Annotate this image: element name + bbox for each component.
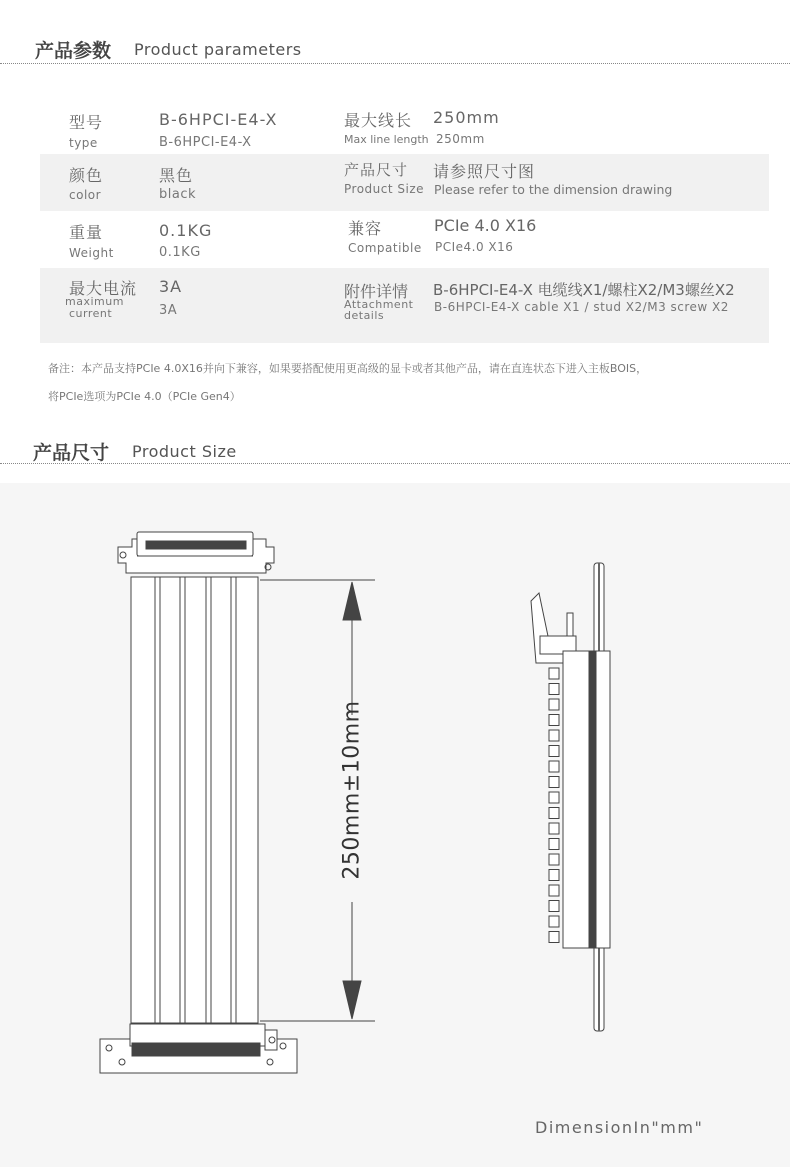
size-value-zh: 请参照尺寸图 (433, 162, 536, 181)
rib (549, 746, 559, 757)
side-view-riser-cable (531, 563, 610, 1031)
front-view-riser-cable (100, 532, 297, 1073)
length-value-en: 250mm (436, 132, 485, 146)
dimension-drawing (0, 483, 790, 1167)
param-row-3 (40, 211, 769, 268)
current-value-en: 3A (159, 303, 178, 318)
rib (549, 885, 559, 896)
note-line-1: 备注：本产品支持PCIe 4.0X16并向下兼容，如果要搭配使用更高级的显卡或者其他产品，请在直连状态下进入主板BOIS， (48, 362, 648, 375)
divider (0, 63, 790, 64)
compat-label-en: Compatible (348, 241, 422, 255)
params-title-zh: 产品参数 (35, 40, 112, 62)
size-label-zh: 产品尺寸 (344, 161, 409, 179)
weight-value-en: 0.1KG (159, 245, 201, 260)
rib (549, 699, 559, 710)
current-label-en-1: maximum (65, 295, 124, 308)
length-label-zh: 最大线长 (344, 111, 413, 130)
compat-label-zh: 兼容 (348, 219, 383, 238)
rib (549, 761, 559, 772)
length-value-zh: 250mm (433, 108, 500, 127)
rib (549, 730, 559, 741)
dimension-drawing-panel (0, 483, 790, 1167)
attach-value-en: B-6HPCI-E4-X cable X1 / stud X2/M3 screw X2 (434, 300, 729, 314)
rib (549, 668, 559, 679)
rib (549, 854, 559, 865)
color-value-en: black (159, 187, 197, 202)
attach-label-en-1: Attachment (344, 298, 414, 311)
type-label-zh: 型号 (69, 113, 104, 132)
current-label-en-2: current (69, 307, 113, 320)
length-label-en: Max line length (344, 133, 429, 146)
dimension-label: 250mm±10mm (339, 700, 365, 880)
rib (549, 932, 559, 943)
attach-value-zh: B-6HPCI-E4-X 电缆线X1/螺柱X2/M3螺丝X2 (433, 281, 735, 299)
color-label-en: color (69, 188, 102, 202)
current-label-zh: 最大电流 (69, 279, 138, 298)
compat-value-zh: PCIe 4.0 X16 (434, 216, 537, 235)
current-value-zh: 3A (159, 277, 183, 296)
rib (549, 870, 559, 881)
dimension-caption: DimensionIn"mm" (535, 1118, 704, 1137)
type-label-en: type (69, 136, 98, 150)
rib (549, 839, 559, 850)
size-value-en: Please refer to the dimension drawing (434, 182, 673, 197)
divider (0, 463, 790, 464)
rib (549, 808, 559, 819)
attach-label-en-2: details (344, 309, 385, 322)
size-title-zh: 产品尺寸 (33, 442, 110, 464)
color-value-zh: 黑色 (159, 166, 194, 185)
side-view-ribs (549, 668, 559, 943)
note-line-2: 将PCIe选项为PCIe 4.0（PCIe Gen4） (48, 390, 241, 403)
type-value-zh: B-6HPCI-E4-X (159, 110, 278, 129)
rib (549, 823, 559, 834)
params-title-en: Product parameters (134, 40, 302, 59)
rib (549, 901, 559, 912)
size-label-en: Product Size (344, 182, 425, 196)
weight-value-zh: 0.1KG (159, 221, 213, 240)
size-title-en: Product Size (132, 442, 237, 461)
rib (549, 715, 559, 726)
rib (549, 916, 559, 927)
rib (549, 684, 559, 695)
attach-label-zh: 附件详情 (344, 282, 409, 301)
weight-label-en: Weight (69, 246, 114, 260)
type-value-en: B-6HPCI-E4-X (159, 135, 252, 150)
weight-label-zh: 重量 (69, 223, 104, 242)
color-label-zh: 颜色 (69, 166, 104, 185)
compat-value-en: PCIe4.0 X16 (435, 240, 514, 254)
rib (549, 792, 559, 803)
rib (549, 777, 559, 788)
